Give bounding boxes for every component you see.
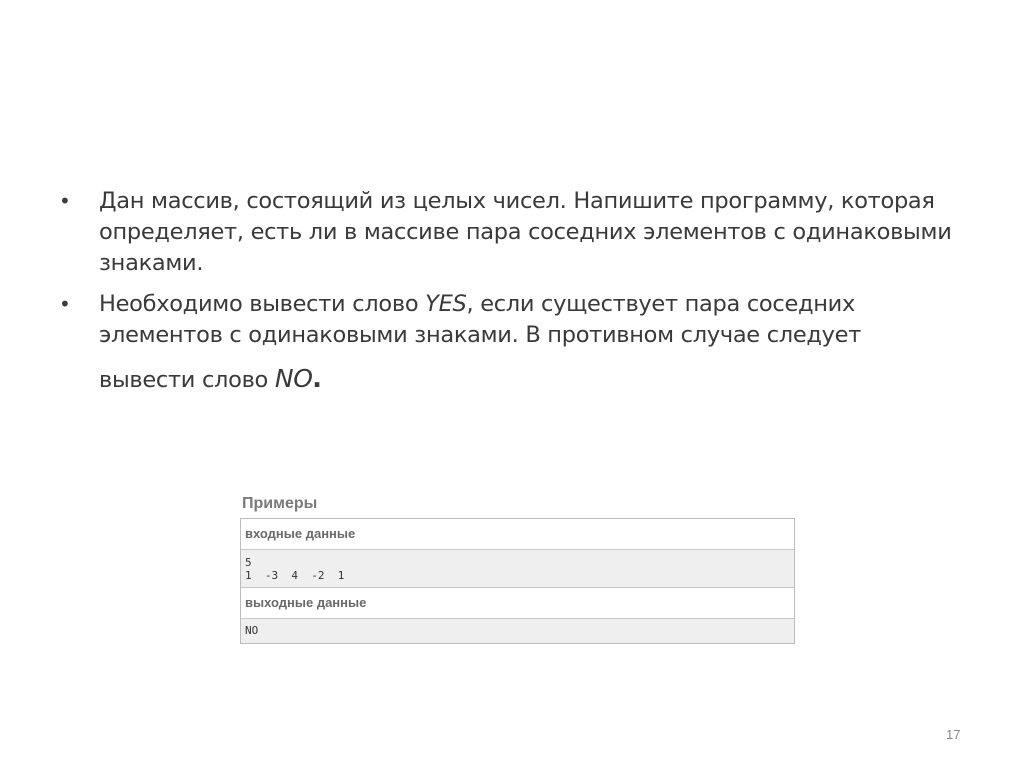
bullet-marker: • bbox=[59, 292, 71, 316]
examples-table bbox=[240, 518, 795, 644]
keyword-yes: YES bbox=[425, 291, 467, 317]
output-data: NO bbox=[241, 619, 794, 643]
bullet-last-line bbox=[99, 358, 977, 396]
input-data bbox=[241, 550, 794, 588]
bullet-text bbox=[99, 289, 977, 396]
period: . bbox=[312, 358, 322, 394]
page-number: 17 bbox=[946, 727, 961, 742]
bullet-list bbox=[57, 186, 977, 406]
examples-block bbox=[240, 495, 795, 644]
input-line: 1 -3 4 -2 1 bbox=[245, 569, 345, 582]
output-header: выходные данные bbox=[241, 588, 794, 619]
bullet-marker: • bbox=[59, 189, 71, 213]
input-header: входные данные bbox=[241, 519, 794, 550]
bullet-text: Дан массив, состоящий из целых чисел. Напишите программу, которая определяет, есть ли в массиве пара соседних элементов с одинаковыми знаками. bbox=[99, 188, 952, 276]
bullet-text-part: вывести слово bbox=[99, 367, 275, 393]
input-line: 5 bbox=[245, 556, 252, 569]
bullet-item-task bbox=[57, 186, 977, 279]
bullet-text-part: , если существует пара соседних элементов с одинаковыми знаками. В противном случае следует bbox=[99, 291, 862, 348]
bullet-text-part: Необходимо вывести слово bbox=[99, 291, 426, 317]
bullet-item-output bbox=[57, 289, 977, 396]
examples-title: Примеры bbox=[242, 495, 318, 512]
keyword-no: NO bbox=[274, 364, 313, 393]
